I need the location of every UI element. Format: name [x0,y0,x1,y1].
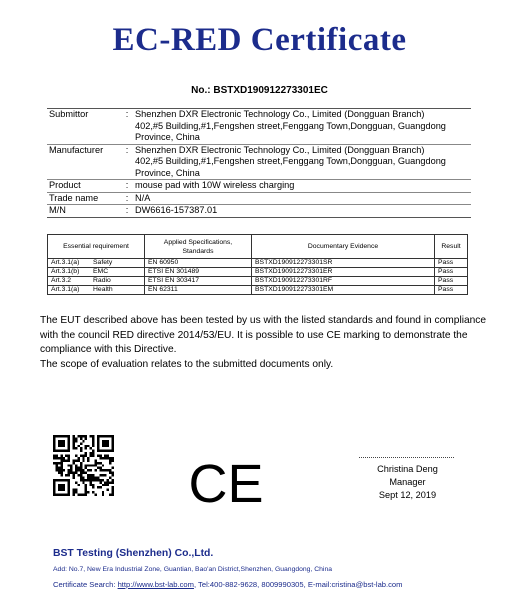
requirements-cell: BSTXD190912273301SR [252,259,435,268]
certificate-number: No.: BSTXD190912273301EC [191,85,328,96]
requirements-cell: BSTXD190912273301ER [252,268,435,277]
info-value [133,192,471,205]
requirements-cell: ETSI EN 303417 [145,277,252,286]
info-row [47,109,471,145]
requirements-cell: Art.3.1(a) [48,259,91,268]
info-value-line: DW6616-157387.01 [135,205,218,215]
requirements-cell: Art.3.1(b) [48,268,91,277]
requirements-cell: Pass [435,277,468,286]
search-label: Certificate Search: [53,580,118,589]
requirements-cell: Safety [90,259,145,268]
requirements-header: Documentary Evidence [252,235,435,259]
info-row [47,180,471,193]
signatory-block [350,463,465,502]
requirements-cell: Radio [90,277,145,286]
signature-date: Sept 12, 2019 [378,490,437,500]
info-value-line: 402,#5 Building,#1,Fengshen street,Fenggang Town,Dongguan, Guangdong [135,156,446,166]
requirements-cell: Pass [435,286,468,295]
info-colon: : [125,109,129,119]
info-label: Manufacturer [47,144,121,180]
requirements-cell: Pass [435,268,468,277]
requirements-row [48,259,468,268]
requirements-row [48,286,468,295]
requirements-table [47,234,468,295]
certificate-info-table [47,108,471,218]
requirements-cell: EN 60950 [145,259,252,268]
info-value [133,144,471,180]
info-colon: : [121,144,133,180]
compliance-paragraph: The EUT described above has been tested by us with the listed standards and found in compliance with the council RED directive 2014/53/EU. It is possible to use CE marking to demonstrate the compliance with this Directive. [40,315,487,355]
scope-paragraph: The scope of evaluation relates to the submitted documents only. [40,358,334,370]
info-value-line: Province, China [135,167,200,178]
signatory-name: Christina Deng [377,464,438,474]
info-label: Submittor [49,109,89,119]
requirements-header: Essential requirement [48,235,145,259]
website-link[interactable]: http://www.bst-lab.com [117,580,194,589]
requirements-cell: BSTXD190912273301EM [252,286,435,295]
requirements-cell: Pass [435,259,468,268]
info-colon: : [121,205,133,218]
requirements-cell: BSTXD190912273301RF [252,277,435,286]
svg-text:CE: CE [188,454,264,514]
company-name: BST Testing (Shenzhen) Co.,Ltd. [53,548,214,559]
contact-info: , Tel:400-882-9628, 8009990305, E-mail:cristina@bst-lab.com [193,580,403,589]
requirements-cell: Health [90,286,145,295]
info-value [133,180,471,193]
info-value-line: N/A [135,192,151,203]
ce-mark-icon [188,454,264,514]
info-label: Product [47,180,121,193]
requirements-cell: Art.3.1(a) [48,286,91,295]
info-row [47,144,471,180]
requirements-cell: Art.3.2 [48,277,91,286]
info-value [133,109,471,145]
info-row [47,192,471,205]
requirements-cell: ETSI EN 301489 [145,268,252,277]
requirements-row [48,268,468,277]
certificate-search-line [53,580,402,589]
info-colon: : [121,180,133,193]
info-value-line: 402,#5 Building,#1,Fengshen street,Fenggang Town,Dongguan, Guangdong [135,120,446,131]
requirements-cell: EN 62311 [145,286,252,295]
requirements-header: Result [435,235,468,259]
info-value-line: Shenzhen DXR Electronic Technology Co., Limited (Dongguan Branch) [135,109,425,119]
company-address: Add: No.7, New Era Industrial Zone, Guantian, Bao'an District,Shenzhen, Guangdong, China [53,566,333,573]
info-value-line: Province, China [135,132,200,142]
info-value [133,205,471,218]
info-label: Trade name [47,192,121,205]
signatory-role: Manager [389,477,426,487]
info-value-line: Shenzhen DXR Electronic Technology Co., Limited (Dongguan Branch) [135,144,425,155]
requirements-header: Applied Specifications, Standards [145,235,252,259]
requirements-cell: EMC [90,268,145,277]
info-row [47,205,471,218]
signature-line [359,457,454,458]
requirements-row [48,277,468,286]
compliance-statement [40,314,488,372]
certificate-title: EC-RED Certificate [112,22,407,58]
info-value-line: mouse pad with 10W wireless charging [135,180,295,190]
qr-code-icon [53,435,114,496]
info-label: M/N [47,205,121,218]
info-colon: : [121,192,133,205]
